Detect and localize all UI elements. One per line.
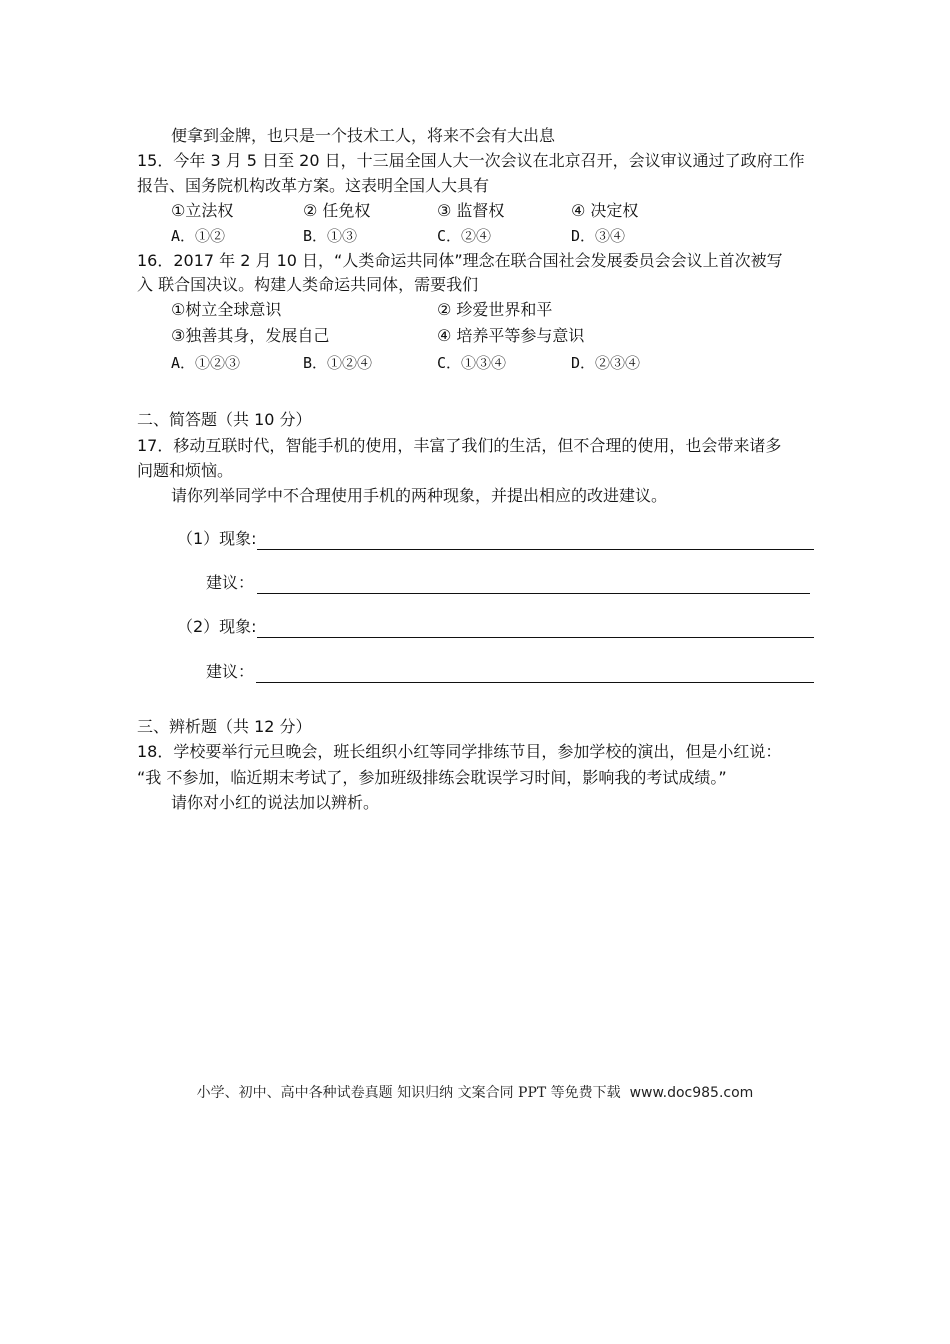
- blank-row-2-suggestion: [206, 661, 816, 685]
- blank-label-phenomenon-1: （1）现象:: [177, 529, 257, 548]
- answer-line-suggestion-2[interactable]: [256, 682, 814, 683]
- q15-option-a: A．①②: [171, 227, 226, 245]
- q18-stem-line2: “我 不参加，临近期末考试了，参加班级排练会耽误学习时间，影响我的考试成绩。”: [137, 768, 727, 787]
- blank-label-suggestion-1: 建议：: [206, 573, 255, 592]
- q16-option-b: B．①②④: [303, 354, 373, 372]
- q15-stem-line2: 报告、国务院机构改革方案。这表明全国人大具有: [137, 176, 490, 195]
- q16-item-2: ② 珍爱世界和平: [437, 300, 553, 319]
- q16-stem-line1: 16．2017 年 2 月 10 日，“人类命运共同体”理念在联合国社会发展委员会会议上首次被写: [137, 251, 783, 270]
- blank-row-1-suggestion: [206, 572, 812, 596]
- q17-prompt: 请你列举同学中不合理使用手机的两种现象，并提出相应的改进建议。: [171, 486, 668, 505]
- blank-row-1-phenomenon: [177, 528, 817, 552]
- q15-item-4: ④ 决定权: [571, 201, 639, 220]
- q15-item-1: ①立法权: [171, 201, 234, 220]
- footer-text: 小学、初中、高中各种试卷真题 知识归纳 文案合同 PPT 等免费下载: [196, 1085, 621, 1101]
- q16-stem-line2: 入 联合国决议。构建人类命运共同体，需要我们: [137, 275, 479, 294]
- q17-stem-line2: 问题和烦恼。: [137, 461, 234, 480]
- continuation-text: 便拿到金牌，也只是一个技术工人，将来不会有大出息: [171, 126, 556, 145]
- q18-stem-line1: 18．学校要举行元旦晚会，班长组织小红等同学排练节目，参加学校的演出，但是小红说：: [137, 742, 782, 761]
- answer-line-suggestion-1[interactable]: [257, 593, 810, 594]
- section-3-title: 三、辨析题（共 12 分）: [137, 717, 312, 736]
- q15-stem-line1: 15．今年 3 月 5 日至 20 日，十三届全国人大一次会议在北京召开，会议审议通过了政府工作: [137, 151, 805, 170]
- q16-item-3: ③独善其身，发展自己: [171, 326, 330, 345]
- page-footer: [0, 1083, 950, 1103]
- q15-option-b: B．①③: [303, 227, 358, 245]
- blank-label-suggestion-2: 建议：: [206, 662, 255, 681]
- q15-item-3: ③ 监督权: [437, 201, 505, 220]
- q15-item-2: ② 任免权: [303, 201, 371, 220]
- q17-stem-line1: 17．移动互联时代，智能手机的使用，丰富了我们的生活，但不合理的使用，也会带来诸多: [137, 436, 782, 455]
- q15-option-d: D．③④: [571, 227, 626, 245]
- q16-option-a: A．①②③: [171, 354, 241, 372]
- q16-option-d: D．②③④: [571, 354, 641, 372]
- answer-line-phenomenon-1[interactable]: [257, 549, 814, 550]
- blank-label-phenomenon-2: （2）现象:: [177, 617, 257, 636]
- blank-row-2-phenomenon: [177, 616, 817, 640]
- q18-prompt: 请你对小红的说法加以辨析。: [171, 793, 380, 812]
- answer-line-phenomenon-2[interactable]: [257, 637, 814, 638]
- footer-link[interactable]: www.doc985.com: [629, 1085, 754, 1101]
- q15-option-c: C．②④: [437, 227, 492, 245]
- section-2-title: 二、简答题（共 10 分）: [137, 410, 312, 429]
- q16-item-4: ④ 培养平等参与意识: [437, 326, 585, 345]
- q16-option-c: C．①③④: [437, 354, 507, 372]
- q16-item-1: ①树立全球意识: [171, 300, 282, 319]
